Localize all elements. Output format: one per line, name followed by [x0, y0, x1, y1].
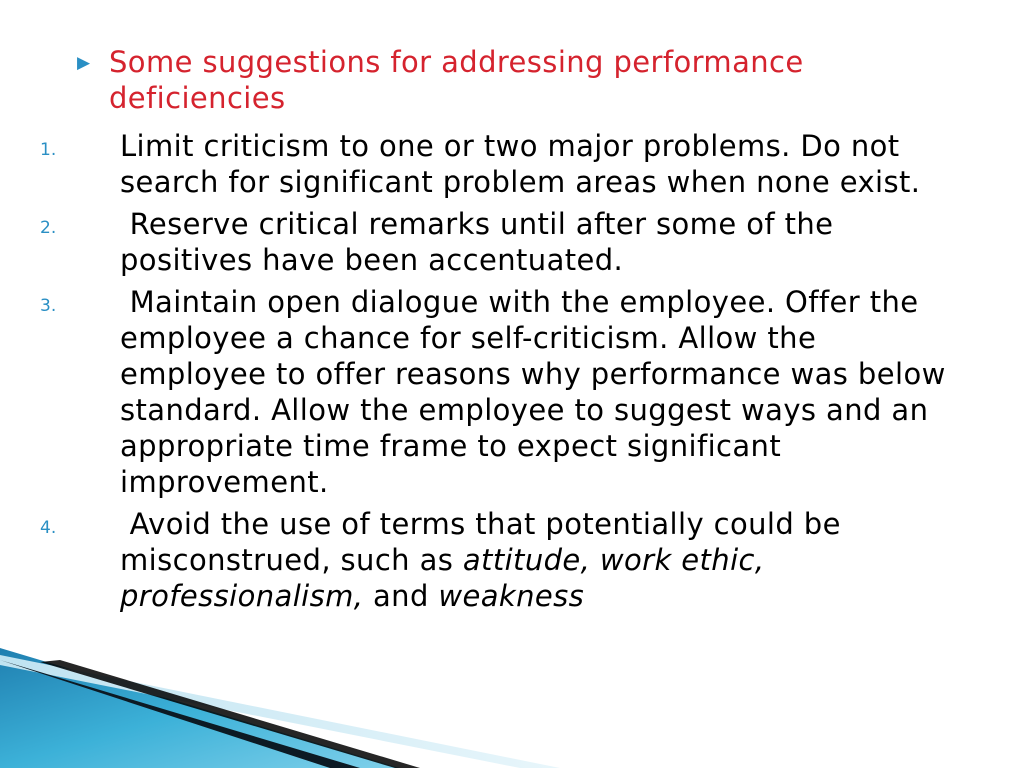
list-item-number: 3.: [40, 296, 57, 316]
list-item: [40, 128, 980, 200]
list-item: [40, 206, 980, 278]
list-item-text-conjunction: and: [363, 579, 439, 613]
list-item: [40, 284, 980, 500]
list-item-text: Maintain open dialogue with the employee. Offer the employee a chance for self-criticism. Allow the employee to offer reasons why performance was below standard. Allow the employee to suggest ways and an appropriate time frame to expect significant improvement.: [120, 285, 956, 499]
heading-bullet-row: [72, 44, 972, 116]
list-item: [40, 506, 980, 614]
list-item-number: 1.: [40, 140, 57, 160]
numbered-list: [40, 128, 980, 620]
list-item-text: Reserve critical remarks until after some of the positives have been accentuated.: [120, 207, 843, 277]
list-item-text: Limit criticism to one or two major problems. Do not search for significant problem areas when none exist.: [120, 129, 921, 199]
list-item-text-lead: Avoid the use of terms that potentially could be misconstrued, such as: [120, 507, 851, 577]
list-item-number: 2.: [40, 218, 57, 238]
italic-terms: attitude, work ethic, professionalism,: [120, 543, 775, 613]
triangle-right-icon: ▶: [77, 53, 91, 73]
italic-last-term: weakness: [438, 579, 585, 613]
heading-text: Some suggestions for addressing performance deficiencies: [109, 45, 804, 115]
list-item-number: 4.: [40, 518, 57, 538]
list-item-text: [120, 506, 970, 614]
